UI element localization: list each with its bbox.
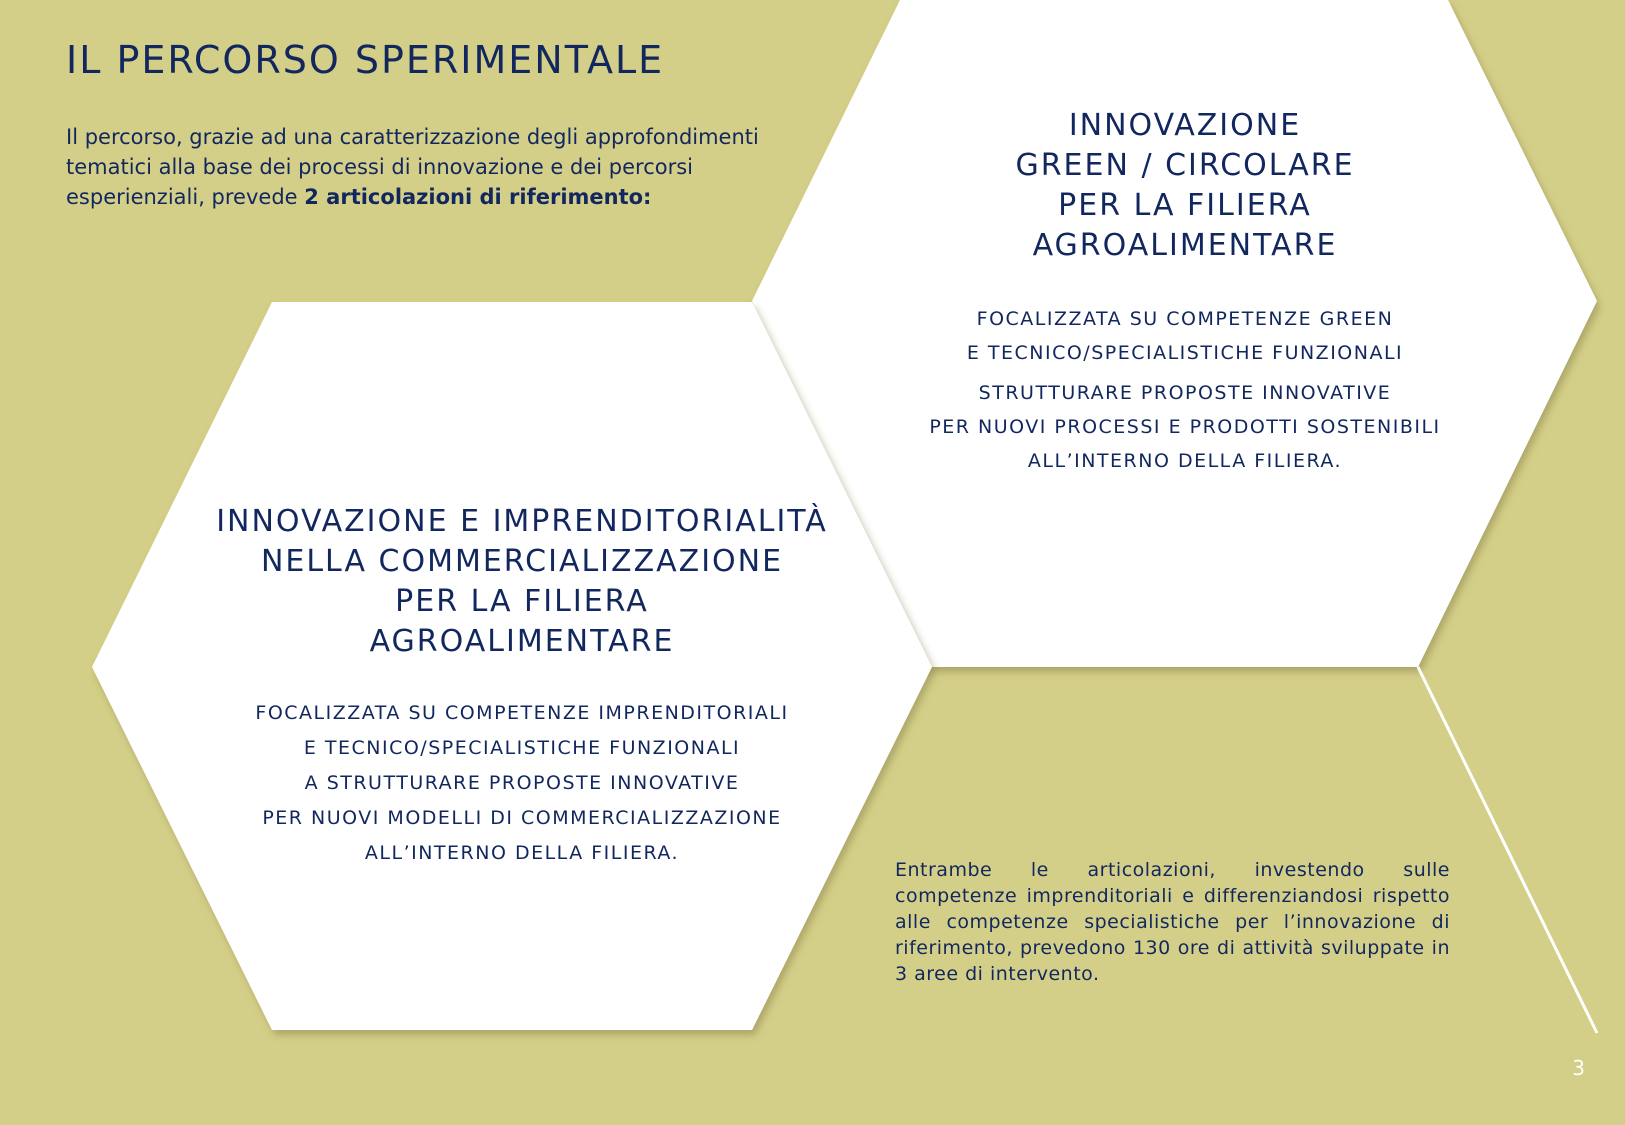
title-line: AGROALIMENTARE [369, 624, 675, 659]
description-line: STRUTTURARE PROPOSTE INNOVATIVE [978, 382, 1392, 404]
summary-note: Entrambe le articolazioni, investendo sulle competenze imprenditoriali e differenziandosi rispetto alle competenze specialistiche per l’innovazione di riferimento, prevedono 130 ore di attività sviluppate in 3 aree di intervento. [895, 859, 1450, 985]
title-line: AGROALIMENTARE [1032, 228, 1338, 263]
description-line: ALL’INTERNO DELLA FILIERA. [364, 842, 680, 864]
title-line: INNOVAZIONE [1068, 108, 1302, 143]
intro-paragraph [66, 122, 826, 212]
title-line: GREEN / CIRCOLARE [1015, 148, 1355, 183]
title-line: INNOVAZIONE E IMPRENDITORIALITÀ [216, 504, 828, 539]
description-line: FOCALIZZATA SU COMPETENZE IMPRENDITORIALI [255, 702, 789, 724]
page-number: 3 [1572, 1056, 1585, 1080]
articulation-commerce-description [190, 696, 854, 871]
intro-bold-text: 2 articolazioni di riferimento: [304, 185, 652, 209]
articulation-green-description [900, 302, 1470, 478]
description-line: PER NUOVI MODELLI DI COMMERCIALIZZAZIONE [262, 807, 782, 829]
articulation-green [900, 106, 1470, 478]
description-line: A STRUTTURARE PROPOSTE INNOVATIVE [304, 772, 740, 794]
description-line: E TECNICO/SPECIALISTICHE FUNZIONALI [966, 342, 1404, 364]
intro-text: Il percorso, grazie ad una caratterizzazione degli approfondimenti tematici alla base dei processi di innovazione e dei percorsi esperienziali, prevede [66, 125, 759, 209]
articulation-commerce [190, 502, 854, 871]
description-line: E TECNICO/SPECIALISTICHE FUNZIONALI [303, 737, 741, 759]
articulation-green-title [900, 106, 1470, 266]
title-line: PER LA FILIERA [1058, 188, 1312, 223]
description-line: FOCALIZZATA SU COMPETENZE GREEN [976, 308, 1394, 330]
description-line: PER NUOVI PROCESSI E PRODOTTI SOSTENIBILI [929, 416, 1441, 438]
page-title: IL PERCORSO SPERIMENTALE [66, 38, 665, 82]
title-line: PER LA FILIERA [395, 584, 649, 619]
title-line: NELLA COMMERCIALIZZAZIONE [260, 544, 784, 579]
description-line: ALL’INTERNO DELLA FILIERA. [1027, 450, 1343, 472]
articulation-commerce-title [190, 502, 854, 662]
